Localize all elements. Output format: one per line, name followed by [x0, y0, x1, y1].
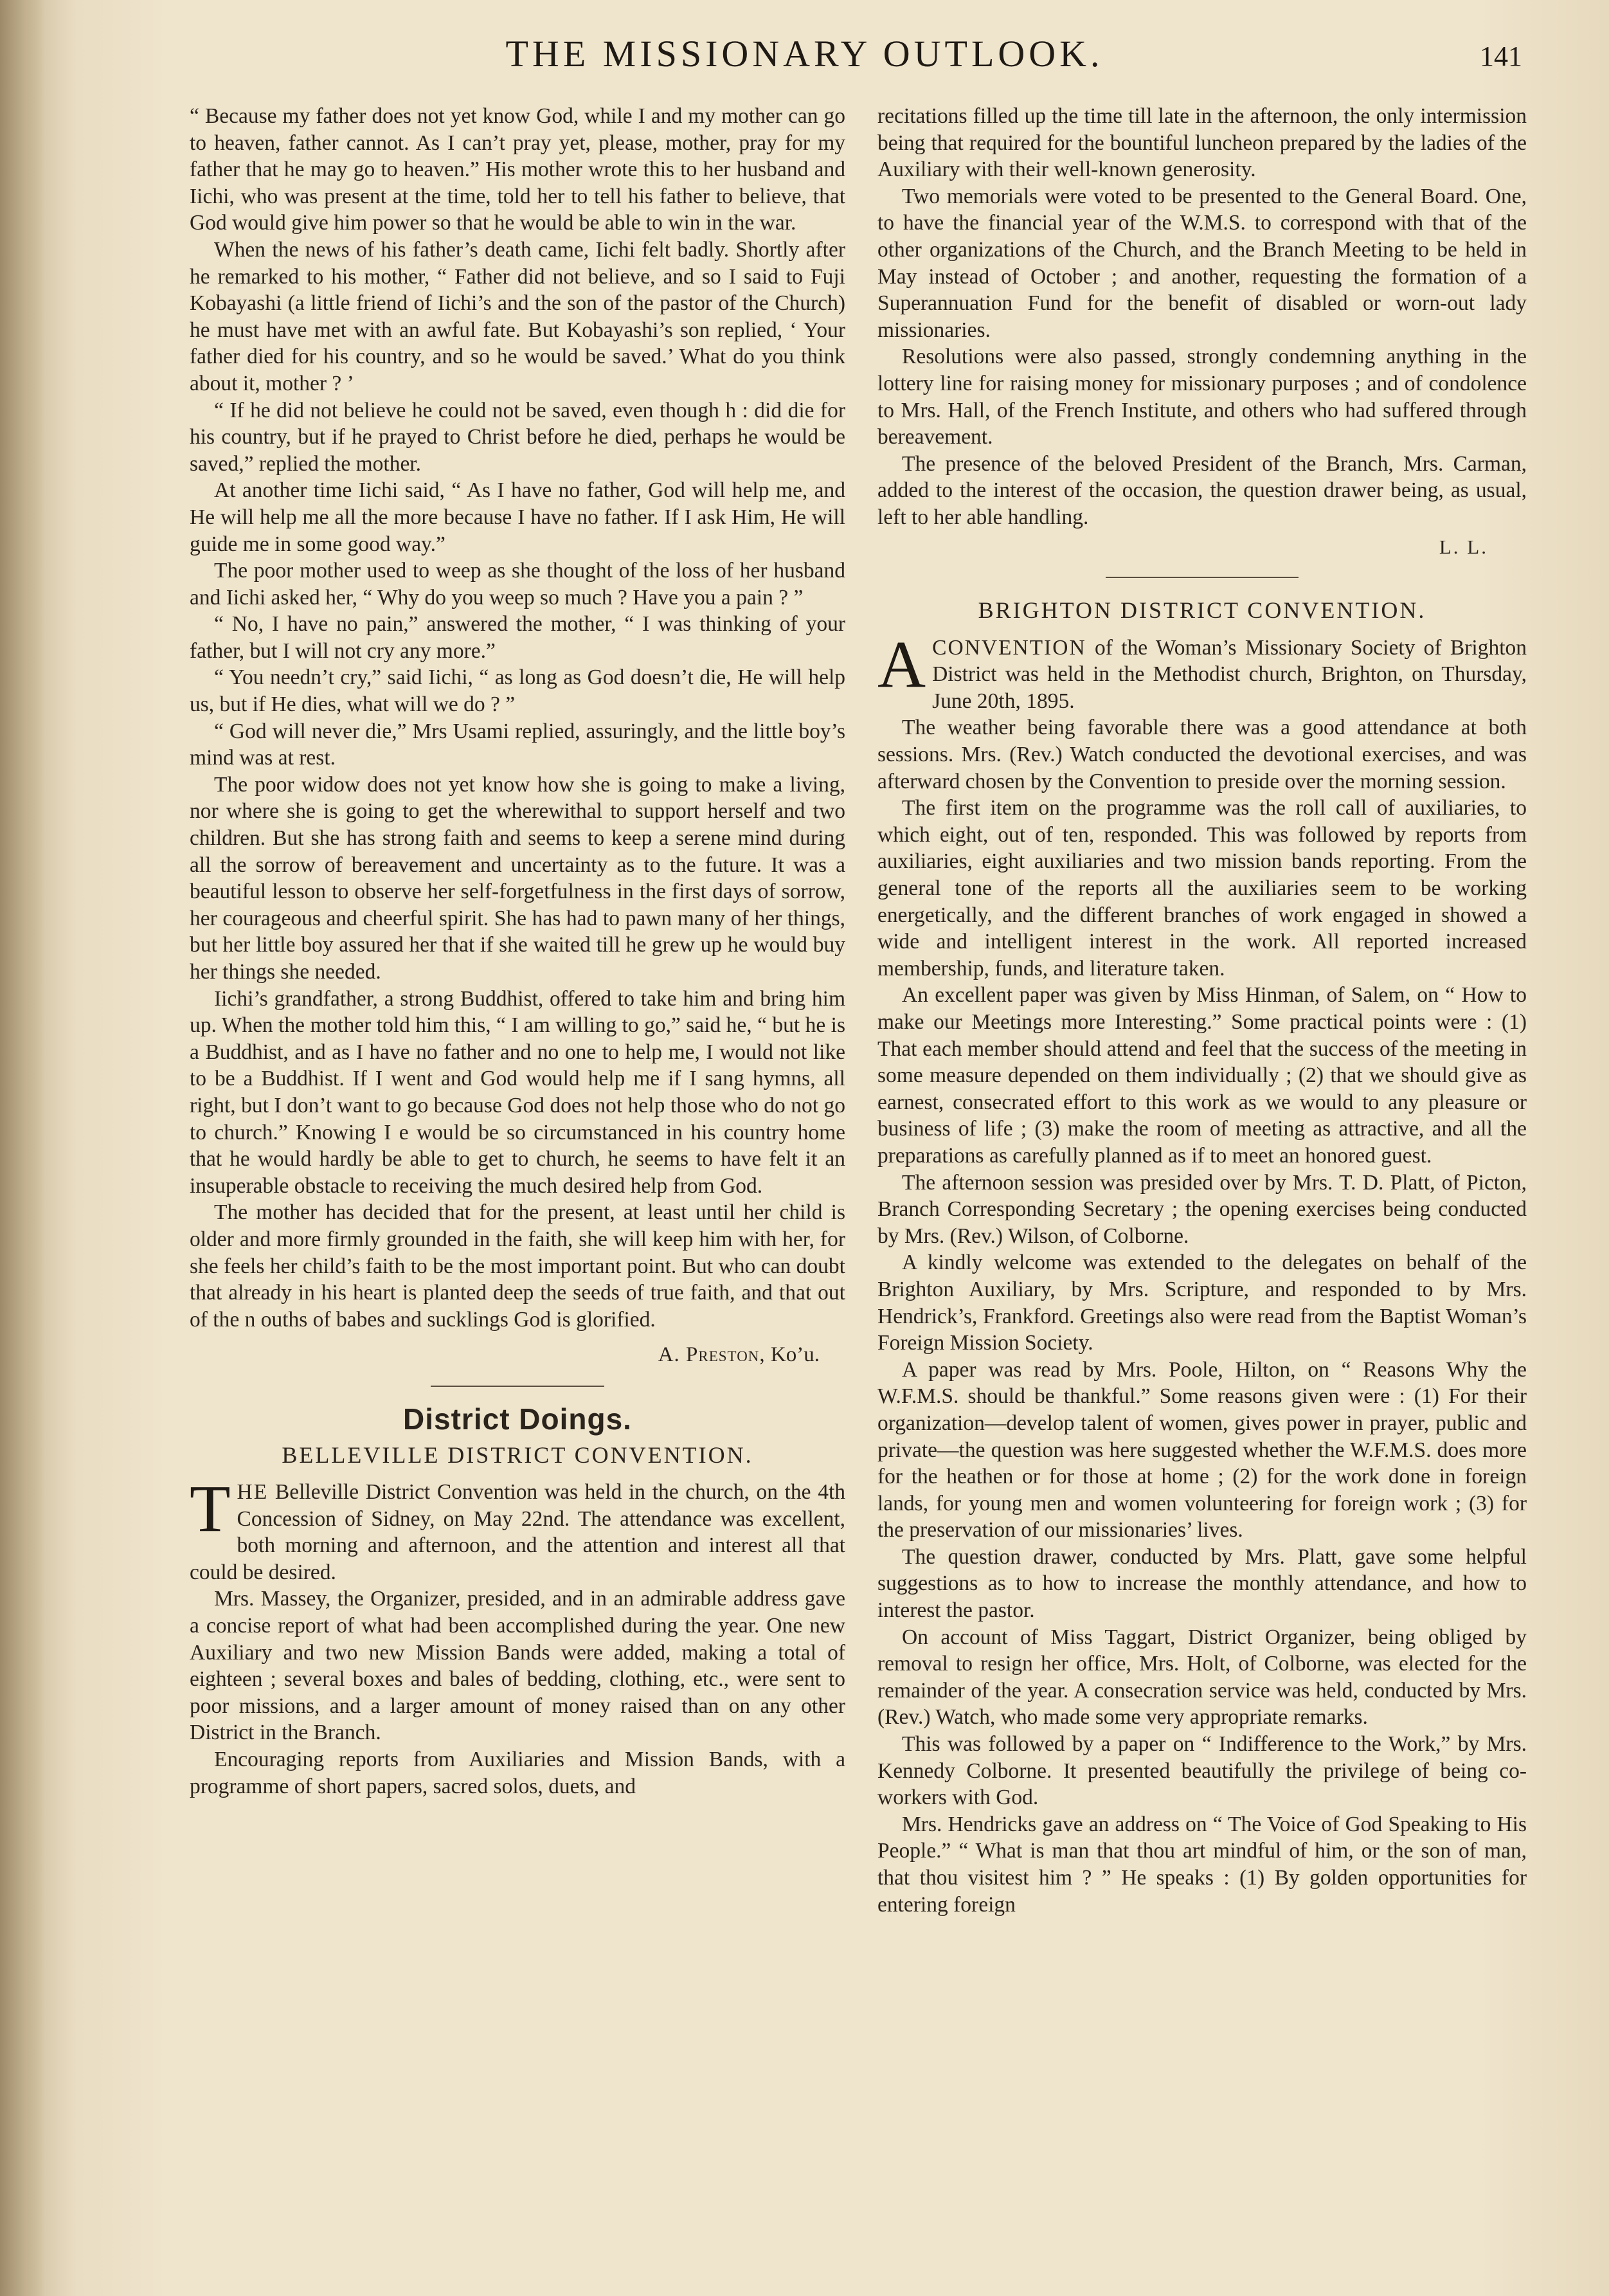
article-paragraph: The weather being favorable there was a good attendance at both sessions. Mrs. (Rev.) Watch conducted the devotional exercises, and was afterward chosen by the Convention to preside over the morning session.	[877, 716, 1527, 793]
running-title: THE MISSIONARY OUTLOOK.	[505, 33, 1104, 75]
article-paragraph: The presence of the beloved President of the Branch, Mrs. Carman, added to the interest of the occasion, the question drawer being, as usual, left to her able handling.	[877, 451, 1527, 529]
lead-caps: CONVENTION	[932, 635, 1086, 660]
lead-text: of the Woman’s Missionary Society of Brighton District was held in the Methodist church, Brighton, on Thursday, June 20th, 1895.	[932, 635, 1527, 713]
drop-cap: T	[190, 1472, 231, 1546]
article-paragraph: At another time Iichi said, “ As I have no father, God will help me, and He will help me all the more because I have no father. If I ask Him, He will guide me in some good way.”	[190, 478, 845, 556]
article-paragraph: The first item on the programme was the roll call of auxiliaries, to which eight, out of ten, responded. This was followed by reports from auxiliaries, eight auxiliaries and two mission bands reporting. From the general tone of the reports all the auxiliaries seem to be working energetically, and the different branches of work engaged in showed a wide and intelligent interest in the work. All reported increased membership, funds, and literature taken.	[877, 796, 1527, 981]
article-signature	[190, 1342, 820, 1369]
section-divider	[431, 1386, 604, 1387]
article-paragraph: Encouraging reports from Auxiliaries and Mission Bands, with a programme of short papers, sacred solos, duets, and	[190, 1748, 845, 1798]
belleville-lead-paragraph	[190, 1472, 846, 1586]
article-paragraph: “ You needn’t cry,” said Iichi, “ as long as God doesn’t die, He will help us, but if He dies, what will we do ? ”	[190, 665, 845, 717]
article-paragraph: “ God will never die,” Mrs Usami replied, assuringly, and the little boy’s mind was at rest.	[190, 719, 845, 770]
article-paragraph: “ No, I have no pain,” answered the mother, “ I was thinking of your father, but I will not cry any more.”	[190, 612, 845, 663]
brighton-lead-paragraph	[877, 627, 1527, 715]
article-paragraph: recitations filled up the time till late in the afternoon, the only intermission being that required for the bountiful luncheon prepared by the ladies of the Auxiliary with their well-known generosity.	[877, 104, 1527, 182]
section-divider	[1106, 577, 1299, 578]
article-paragraph: When the news of his father’s death came, Iichi felt badly. Shortly after he remarked to his mother, “ Father did not believe, and so I said to Fuji Kobayashi (a little friend of Iichi’s and the son of the pastor of the Church) he must have met with an awful fate. But Kobayashi’s son replied, ‘ Your father died for his country, and so he would be saved.’ What do you think about it, mother ? ’	[190, 237, 845, 395]
article-paragraph: “ If he did not believe he could not be saved, even though h : did die for his country, but if he prayed to Christ before he died, perhaps he would be saved,” replied the mother.	[190, 398, 845, 476]
article-paragraph: The mother has decided that for the present, at least until her child is older and more firmly grounded in the faith, she will keep him with her, for she feels her child’s faith to be the most important point. But who can doubt that already in his heart is planted deep the seeds of true faith, and that out of the n ouths of babes and sucklings God is glorified.	[190, 1200, 845, 1332]
book-spine-shadow	[0, 0, 45, 2296]
right-column	[877, 103, 1527, 1918]
article-signoff: L. L.	[1439, 535, 1488, 558]
article-paragraph: A kindly welcome was extended to the delegates on behalf of the Brighton Auxiliary, by Mrs. Scripture, and responded to by Mrs. Hendrick’s, Frankford. Greetings also were read from the Baptist Woman’s Foreign Mission Society.	[877, 1251, 1527, 1355]
article-paragraph: The poor mother used to weep as she thought of the loss of her husband and Iichi asked her, “ Why do you weep so much ? Have you a pain ? ”	[190, 559, 845, 610]
article-paragraph: A paper was read by Mrs. Poole, Hilton, on “ Reasons Why the W.F.M.S. should be thankful.” Some reasons given were : (1) For their organization—develop talent of women, gives power in prayer, public and private—the question was here suggested whether the W.F.M.S. does more for the heathen or for those at home ; (2) for the work done in foreign lands, for young men and women volunteering for foreign work ; (3) for the preservation of our missionaries’ lives.	[877, 1357, 1527, 1542]
page-header	[0, 32, 1609, 84]
article-paragraph: Two memorials were voted to be presented to the General Board. One, to have the financial year of the W.M.S. to correspond with that of the other organizations of the Church, and the Branch Meeting to be held in May instead of October ; and another, requesting the formation of a Superannuation Fund for the benefit of disabled or worn-out lady missionaries.	[877, 184, 1527, 342]
article-paragraph: Mrs. Hendricks gave an address on “ The Voice of God Speaking to His People.” “ What is man that thou art mindful of him, or the son of man, that thou visitest him ? ” He speaks : (1) By golden opportunities for entering foreign	[877, 1812, 1527, 1917]
article-paragraph: On account of Miss Taggart, District Organizer, being obliged by removal to resign her office, Mrs. Holt, of Colborne, was elected for the remainder of the year. A consecration service was held, conducted by Mrs. (Rev.) Watch, who made some very appropriate remarks.	[877, 1625, 1527, 1730]
article-paragraph: The question drawer, conducted by Mrs. Platt, gave some helpful suggestions as to how to increase the monthly attendance, and how to interest the pastor.	[877, 1544, 1527, 1623]
brighton-heading: BRIGHTON DISTRICT CONVENTION.	[978, 597, 1426, 624]
article-paragraph: This was followed by a paper on “ Indifference to the Work,” by Mrs. Kennedy Colborne. It presented beautifully the privilege of being co-workers with God.	[877, 1732, 1527, 1810]
signature-name: A. Preston,	[658, 1343, 766, 1367]
article-paragraph: The afternoon session was presided over by Mrs. T. D. Platt, of Picton, Branch Corresponding Secretary ; the opening exercises being conducted by Mrs. (Rev.) Wilson, of Colborne.	[877, 1170, 1527, 1248]
article-paragraph: An excellent paper was given by Miss Hinman, of Salem, on “ How to make our Meetings more Interesting.” Some practical points were : (1) That each member should attend and feel that the success of the meeting in some measure depended on them individually ; (2) that we should give as earnest, consecrated effort to this work as we would to any pleasure or business of life ; (3) make the room of meeting as attractive, and all the preparations as carefully planned as if to meet an honored guest.	[877, 983, 1527, 1168]
lead-caps: HE	[237, 1480, 269, 1505]
belleville-heading: BELLEVILLE DISTRICT CONVENTION.	[282, 1442, 753, 1468]
drop-cap: A	[877, 627, 926, 701]
article-paragraph: “ Because my father does not yet know God, while I and my mother can go to heaven, father cannot. As I can’t pray yet, please, mother, pray for my father that he may go to heaven.” His mother wrote this to her husband and Iichi, who was present at the time, told her to tell his father to believe, that God would give him power so that he would be able to win in the war.	[190, 104, 845, 235]
left-column	[190, 103, 845, 1800]
article-paragraph: Resolutions were also passed, strongly condemning anything in the lottery line for raising money for missionary purposes ; and of condolence to Mrs. Hall, of the French Institute, and others who had suffered through bereavement.	[877, 345, 1527, 449]
signature-place: Ko’u.	[770, 1343, 820, 1367]
lead-text: Belleville District Convention was held in the church, on the 4th Concession of Sidney, on May 22nd. The attendance was excellent, both morning and afternoon, and the attention and interest all that could be desired.	[190, 1480, 846, 1584]
page-number: 141	[1480, 41, 1522, 72]
article-paragraph: Iichi’s grandfather, a strong Buddhist, offered to take him and bring him up. When the mother told him this, “ I am willing to go,” said he, “ but he is a Buddhist, and as I have no father and no one to help me, I would not like to be a Buddhist. If I went and God would help me if I sang hymns, all right, but I don’t want to go because God does not help those who do not go to church.” Knowing I e would be so circumstanced in his country home that he would hardly be able to get to church, he seems to have felt it an insuperable obstacle to receiving the much desired help from God.	[190, 986, 845, 1198]
section-title: District Doings.	[403, 1402, 632, 1436]
article-paragraph: Mrs. Massey, the Organizer, presided, and in an admirable address gave a concise report of what had been accomplished during the year. One new Auxiliary and two new Mission Bands were added, making a total of eighteen ; several boxes and bales of bedding, clothing, etc., were sent to poor missions, and a larger amount of money raised than on any other District in the Branch.	[190, 1587, 845, 1745]
article-paragraph: The poor widow does not yet know how she is going to make a living, nor where she is going to get the wherewithal to support herself and two children. But she has strong faith and seems to keep a serene mind during all the sorrow of bereavement and uncertainty as to the future. It was a beautiful lesson to observe her self-forgetfulness in the first days of sorrow, her courageous and cheerful spirit. She has had to pawn many of her things, but her little boy assured her that if she waited till he grew up he would buy her things she needed.	[190, 772, 845, 984]
